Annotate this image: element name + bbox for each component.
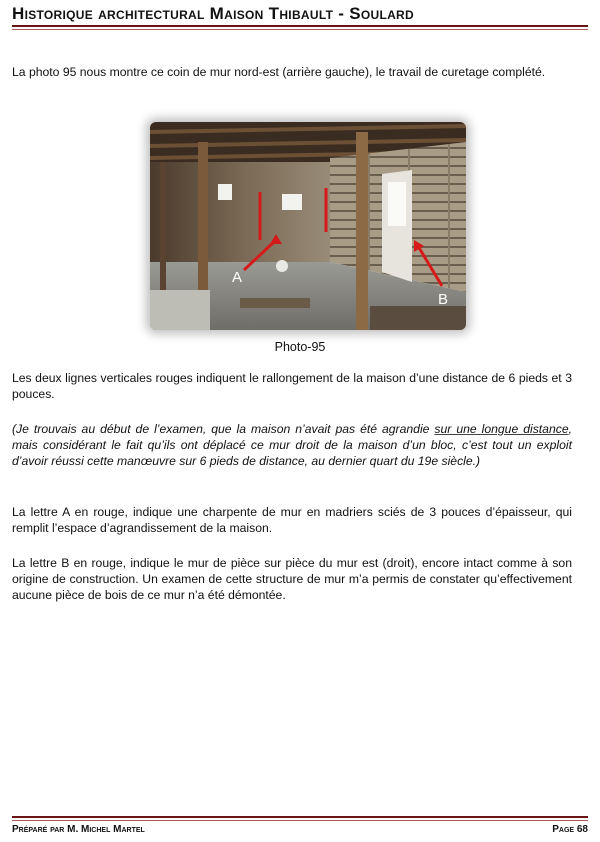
header-rule-thin (12, 29, 588, 30)
note-text-underlined: sur une longue distance (434, 422, 569, 436)
paragraph-letter-a: La lettre A en rouge, indique une charpente de mur en madriers sciés de 3 pouces d’épaisseur, qui remplit l’espace d’agrandissement de la maison. (12, 505, 572, 535)
paragraph-letter-b: La lettre B en rouge, indique le mur de pièce sur pièce du mur est (droit), encore intact comme à son origine de construction. Un examen de cette structure de mur m’a permis de constater qu’effectivement aucune pièce de bois de ce mur n’a été démontée. (12, 556, 572, 602)
paragraph-note (12, 421, 572, 469)
footer-rule (12, 816, 588, 818)
photo-label-a: A (232, 269, 243, 286)
footer-page-number: Page 68 (552, 824, 588, 835)
footer-author: Préparé par M. Michel Martel (12, 824, 145, 835)
paragraph-intro: La photo 95 nous montre ce coin de mur nord-est (arrière gauche), le travail de curetage complété. (12, 65, 546, 79)
photo-caption: Photo-95 (274, 340, 326, 354)
note-text-before: (Je trouvais au début de l’examen, que la maison n’avait pas été agrandie (12, 422, 435, 436)
page-header (12, 4, 588, 30)
note-text-after: , mais considérant le fait qu’ils ont déplacé ce mur droit de la maison d’un bloc, c’est tout un exploit d’avoir réussi cette manœuvre sur 6 pieds de distance, au dernier quart du 19e siècle.) (12, 422, 572, 468)
page-footer (12, 816, 588, 835)
photo-interior-illustration (150, 122, 466, 330)
photo-95 (150, 122, 466, 330)
header-rule (12, 25, 588, 27)
paragraph-red-lines: Les deux lignes verticales rouges indiquent le rallongement de la maison d’une distance de 6 pieds et 3 pouces. (12, 371, 572, 401)
footer-rule-thin (12, 820, 588, 821)
page-title: Historique architectural Maison Thibault - Soulard (12, 4, 414, 23)
photo-label-b: B (438, 291, 449, 308)
